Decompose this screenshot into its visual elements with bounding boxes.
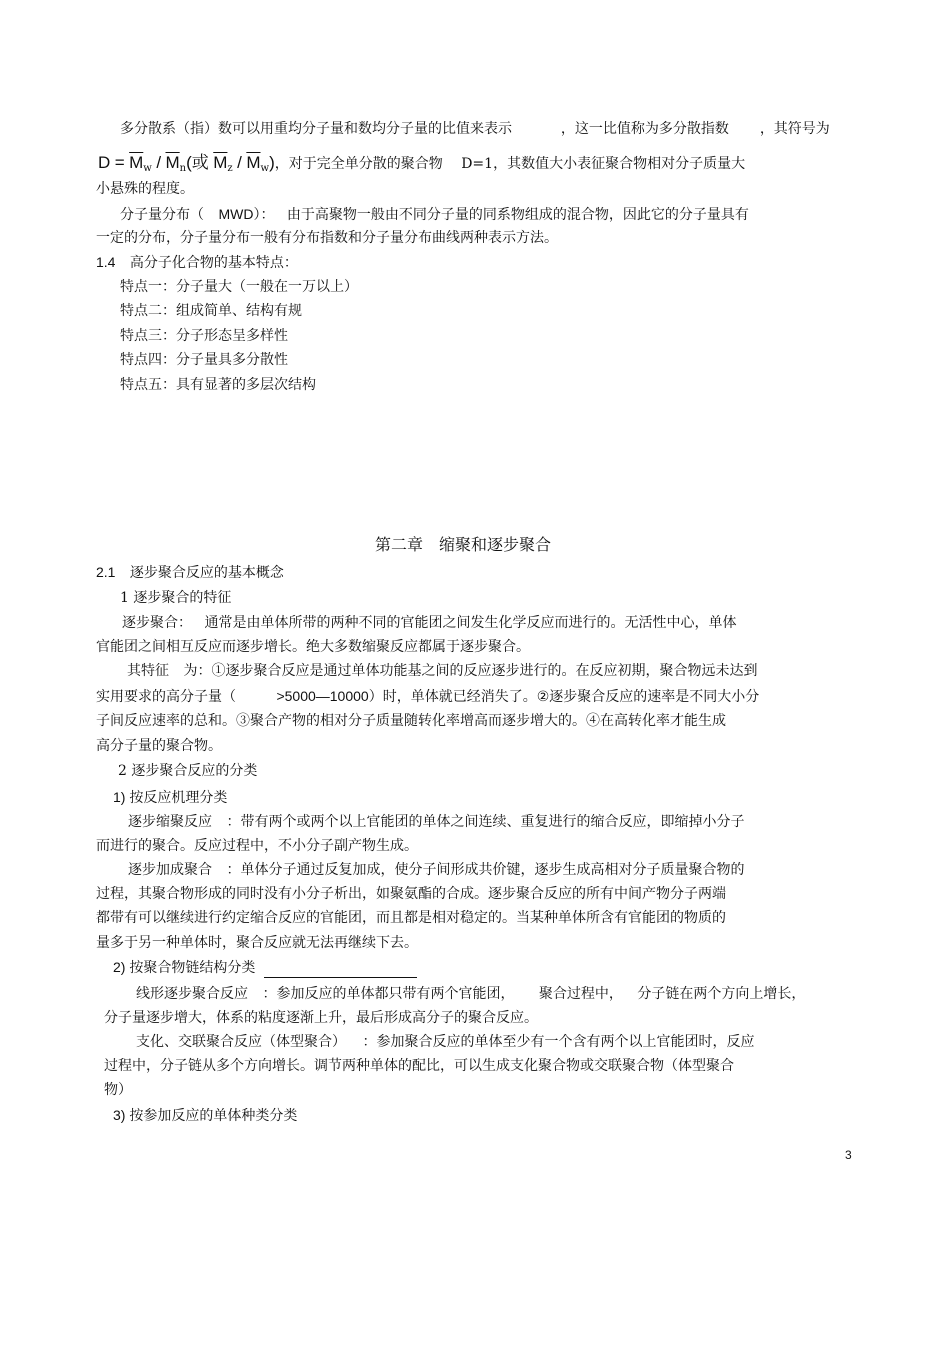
features-text-c2: >5000—10000）时，单体就已经消失了。②逐步聚合反应的速率是不同大小分 bbox=[276, 688, 760, 704]
formula-z-sub: z bbox=[227, 163, 233, 174]
dispersity-line bbox=[120, 120, 830, 138]
branched-line3: 物） bbox=[104, 1082, 132, 1098]
subsection-2: 2 逐步聚合反应的分类 bbox=[118, 763, 258, 779]
features-line4: 高分子量的聚合物。 bbox=[96, 738, 222, 754]
step-polymerization-line1 bbox=[122, 614, 736, 632]
branched-line2: 过程中，分子链从多个方向增长。调节两种单体的配比，可以生成支化聚合物或交联聚合物（体型聚合 bbox=[104, 1058, 734, 1074]
linear-text-d: 分子链在两个方向上增长， bbox=[637, 986, 806, 1002]
polycondensation-line1 bbox=[128, 813, 744, 831]
features-line1 bbox=[127, 662, 757, 680]
dispersity-text-c: ，其符号为 bbox=[759, 121, 830, 137]
feature-item: 特点一：分子量大（一般在一万以上） bbox=[120, 279, 358, 295]
formula-mw2: $\overline{M}$ bbox=[246, 153, 261, 172]
chapter-title: 第二章 缩聚和逐步聚合 bbox=[375, 535, 552, 554]
section-1-4-heading bbox=[96, 253, 298, 272]
polycondensation-line2: 而进行的聚合。反应过程中，不小分子副产物生成。 bbox=[96, 838, 418, 854]
branched-term: 支化、交联聚合反应（体型聚合） bbox=[136, 1034, 346, 1050]
mwd-text-b: MWD）： bbox=[218, 206, 275, 222]
dispersity-continued: 小悬殊的程度。 bbox=[96, 181, 194, 197]
linear-text-c: 聚合过程中， bbox=[538, 986, 623, 1002]
dispersity-formula bbox=[98, 152, 745, 180]
underline-rule bbox=[264, 977, 417, 978]
step-polymerization-term: 逐步聚合： bbox=[122, 615, 192, 631]
linear-text-b: ：参加反应的单体都只带有两个官能团， bbox=[262, 986, 515, 1002]
polycondensation-def: ：带有两个或两个以上官能团的单体之间连续、重复进行的缩合反应，即缩掉小分子 bbox=[226, 814, 745, 830]
subsection-1: 1 逐步聚合的特征 bbox=[120, 590, 232, 606]
features-term: 其特征 bbox=[127, 663, 169, 679]
polycondensation-term: 逐步缩聚反应 bbox=[128, 814, 212, 830]
section-2-1-title: 逐步聚合反应的基本概念 bbox=[129, 565, 284, 581]
step-polymerization-def: 通常是由单体所带的两种不同的官能团之间发生化学反应而进行的。无活性中心，单体 bbox=[204, 615, 737, 631]
classification-2-heading: 2) 按聚合物链结构分类 bbox=[113, 959, 256, 975]
linear-term: 线形逐步聚合反应 bbox=[136, 986, 248, 1002]
step-polymerization-line2: 官能团之间相互反应而逐步增长。绝大多数缩聚反应都属于逐步聚合。 bbox=[96, 639, 530, 655]
features-text-b: 为：①逐步聚合反应是通过单体功能基之间的反应逐步进行的。在反应初期，聚合物远未达到 bbox=[183, 663, 758, 679]
polyaddition-line1 bbox=[128, 861, 744, 879]
page-number: 3 bbox=[845, 1148, 852, 1162]
formula-close: ) bbox=[269, 153, 275, 172]
section-2-1-number: 2.1 bbox=[96, 564, 116, 580]
mwd-text-a: 分子量分布（ bbox=[120, 207, 204, 223]
formula-slash: / bbox=[156, 153, 162, 172]
formula-mw: $\overline{M}$ bbox=[129, 153, 144, 172]
feature-item: 特点五：具有显著的多层次结构 bbox=[120, 377, 316, 393]
feature-item: 特点四：分子量具多分散性 bbox=[120, 352, 288, 368]
formula-n-sub: n bbox=[179, 163, 187, 174]
linear-line1 bbox=[136, 985, 805, 1003]
classification-1-heading: 1) 按反应机理分类 bbox=[113, 789, 228, 805]
formula-tail2: D=1，其数值大小表征聚合物相对分子质量大 bbox=[461, 156, 746, 172]
features-line2 bbox=[96, 687, 759, 706]
dispersity-text-a: 多分散系（指）数可以用重均分子量和数均分子量的比值来表示 bbox=[120, 121, 512, 137]
formula-w2-sub: w bbox=[260, 163, 270, 174]
formula-slash2: / bbox=[237, 153, 242, 172]
section-1-4-number: 1.4 bbox=[96, 254, 116, 270]
mwd-continued: 一定的分布，分子量分布一般有分布指数和分子量分布曲线两种表示方法。 bbox=[96, 230, 558, 246]
section-2-1-heading bbox=[96, 563, 284, 582]
polyaddition-line4: 量多于另一种单体时，聚合反应就无法再继续下去。 bbox=[96, 935, 418, 951]
polyaddition-line3: 都带有可以继续进行约定缩合反应的官能团，而且都是相对稳定的。当某种单体所含有官能团的物质的 bbox=[96, 910, 726, 926]
branched-line1 bbox=[136, 1033, 754, 1051]
features-text-c1: 实用要求的高分子量（ bbox=[96, 689, 236, 705]
dispersity-text-b: ，这一比值称为多分散指数 bbox=[560, 121, 729, 137]
formula-d: D bbox=[98, 153, 111, 172]
polyaddition-term: 逐步加成聚合 bbox=[128, 862, 212, 878]
linear-line2: 分子量逐步增大，体系的粘度逐渐上升，最后形成高分子的聚合反应。 bbox=[104, 1010, 538, 1026]
branched-text-b: ：参加聚合反应的单体至少有一个含有两个以上官能团时，反应 bbox=[362, 1034, 755, 1050]
polyaddition-line2: 过程，其聚合物形成的同时没有小分子析出，如聚氨酯的合成。逐步聚合反应的所有中间产物分子两端 bbox=[96, 886, 726, 902]
features-line3: 子间反应速率的总和。③聚合产物的相对分子质量随转化率增高而逐步增大的。④在高转化率才能生成 bbox=[96, 713, 726, 729]
formula-mn: $\overline{M}$ bbox=[165, 153, 180, 172]
polyaddition-def: ：单体分子通过反复加成，使分子间形成共价键，逐步生成高相对分子质量聚合物的 bbox=[226, 862, 745, 878]
formula-tail1: ，对于完全单分散的聚合物 bbox=[274, 156, 443, 172]
mwd-text-c: 由于高聚物一般由不同分子量的同系物组成的混合物，因此它的分子量具有 bbox=[286, 207, 749, 223]
feature-item: 特点二：组成简单、结构有规 bbox=[120, 303, 302, 319]
formula-w-sub: w bbox=[143, 163, 152, 174]
classification-3-heading: 3) 按参加反应的单体种类分类 bbox=[113, 1107, 298, 1123]
formula-mz: $\overline{M}$ bbox=[213, 153, 228, 172]
feature-item: 特点三：分子形态呈多样性 bbox=[120, 328, 288, 344]
section-1-4-title: 高分子化合物的基本特点： bbox=[129, 255, 298, 271]
formula-or: (或 bbox=[186, 153, 209, 172]
formula-eq: = bbox=[114, 153, 125, 172]
mwd-line bbox=[120, 205, 749, 224]
